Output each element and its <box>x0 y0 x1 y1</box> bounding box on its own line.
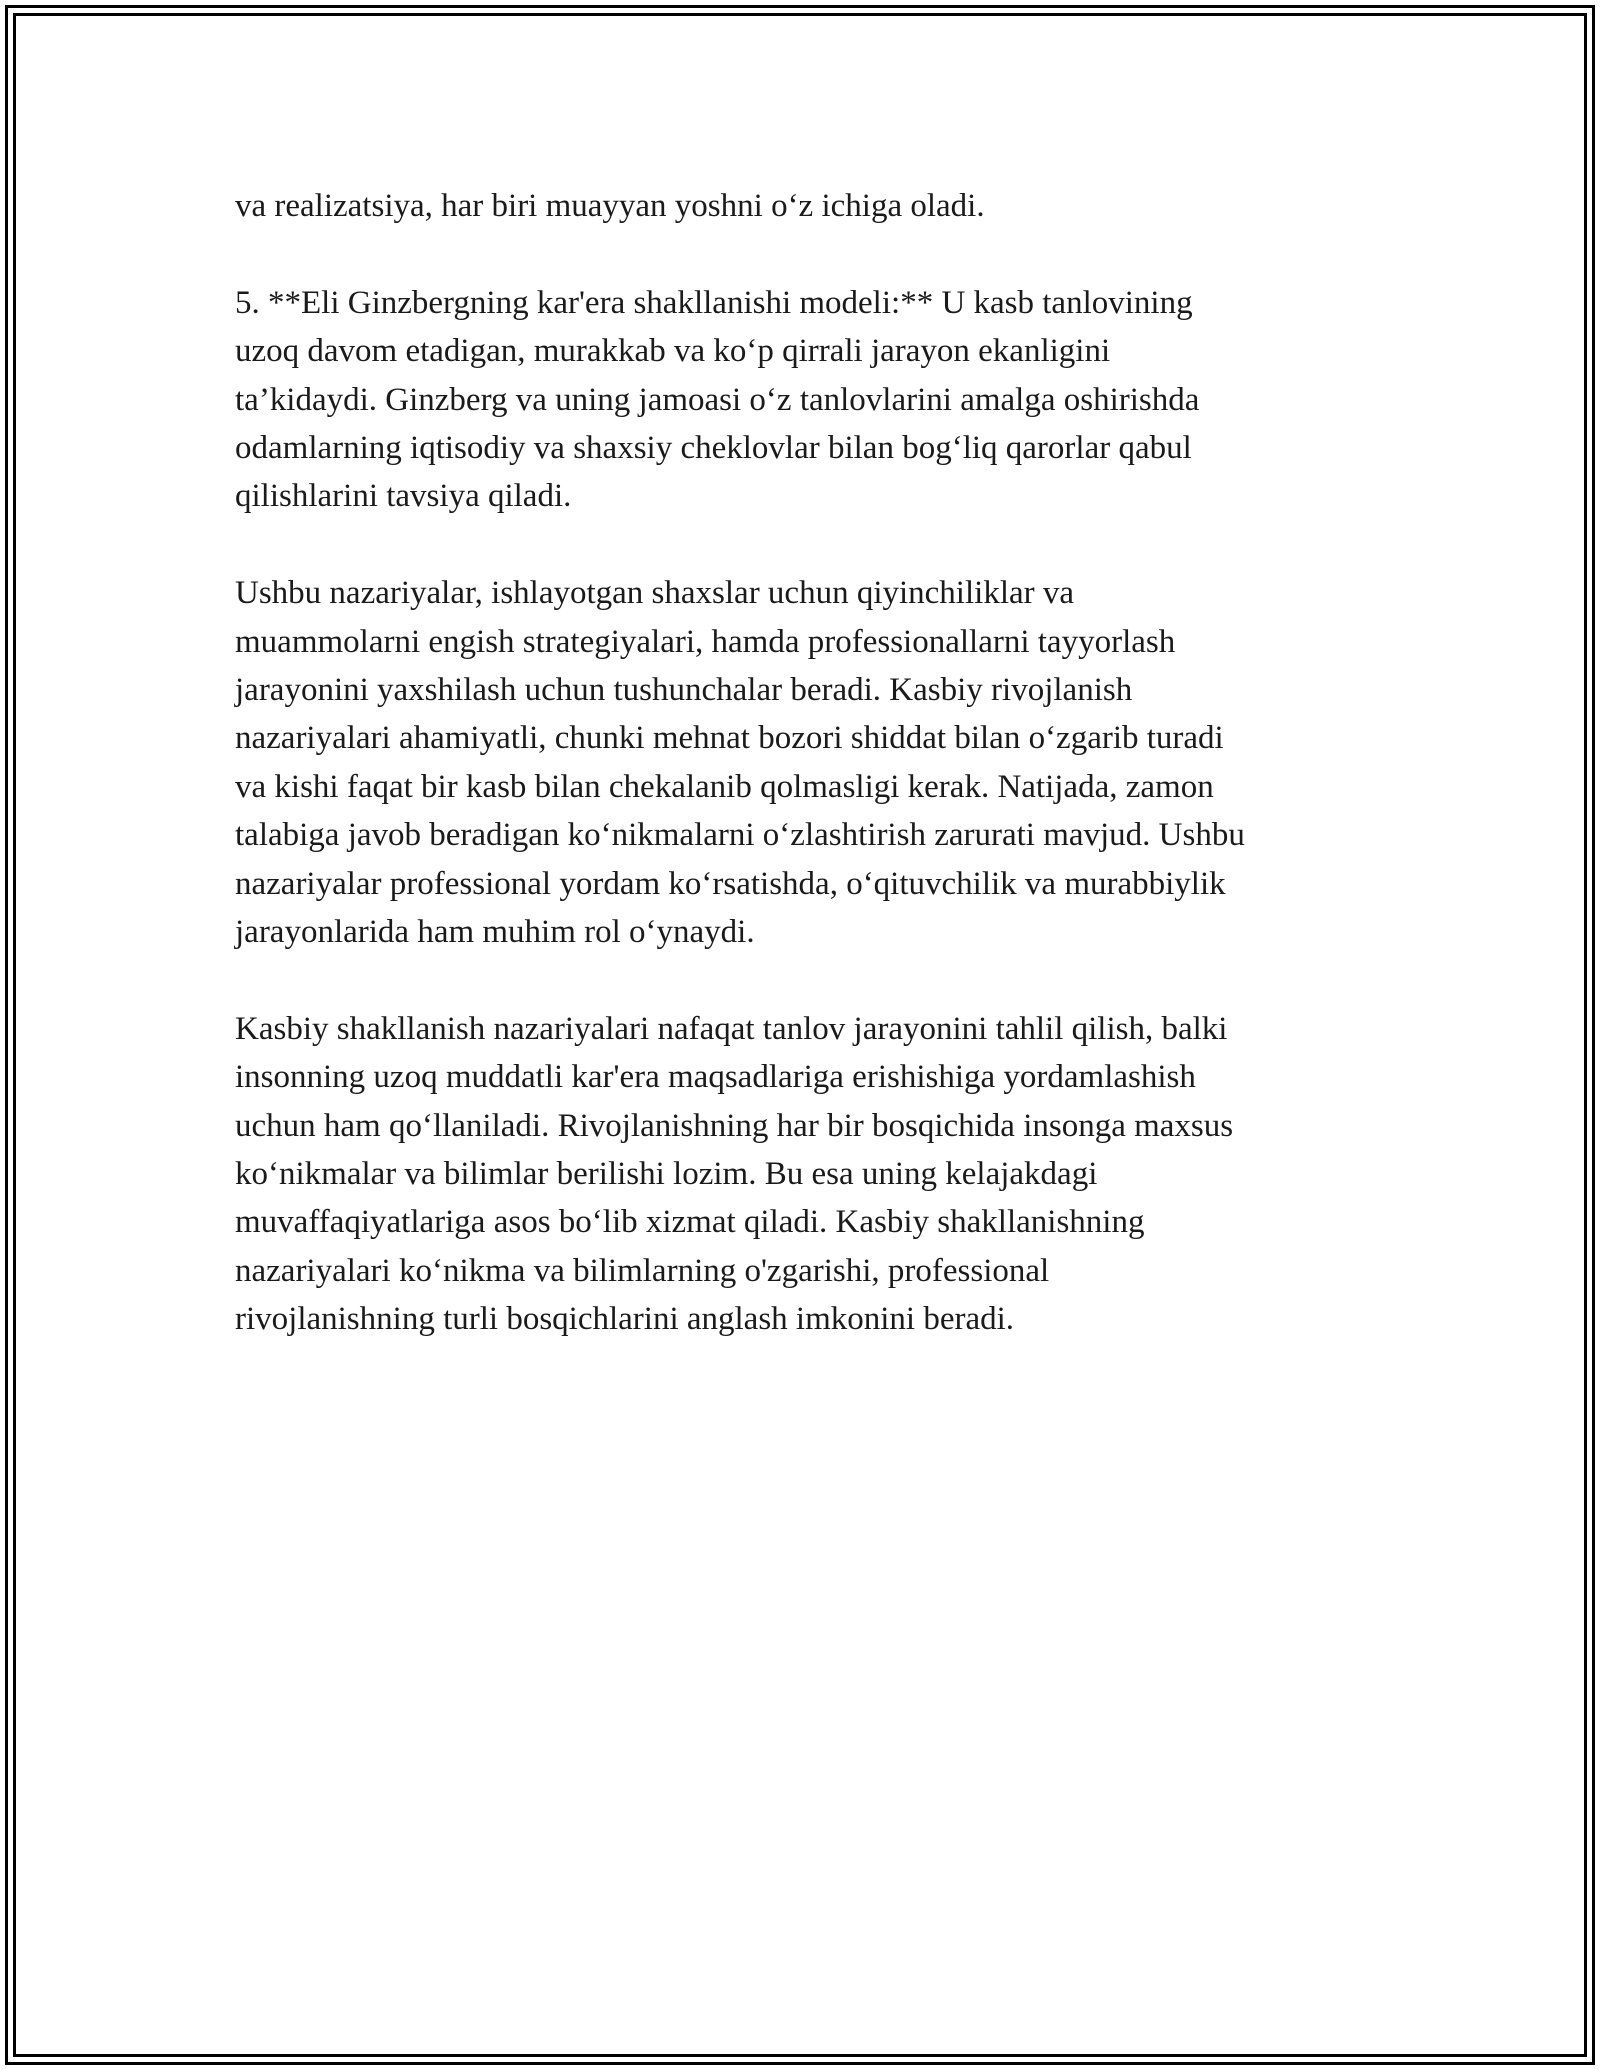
paragraph-4: Kasbiy shakllanish nazariyalari nafaqat tanlov jarayonini tahlil qilish, balki insonning uzoq muddatli kar'era maqsadlariga erishishiga yordamlashish uchun ham qo‘llaniladi. Rivojlanishning har bir bosqichida insonga maxsus ko‘nikmalar va bilimlar berilishi lozim. Bu esa uning kelajakdagi muvaffaqiyatlariga asos bo‘lib xizmat qiladi. Kasbiy shakllanishning nazariyalari ko‘nikma va bilimlarning o'zgarishi, professional rivojlanishning turli bosqichlarini anglash imkonini beradi. <box>235 1010 1234 1338</box>
paragraph-3: Ushbu nazariyalar, ishlayotgan shaxslar uchun qiyinchiliklar va muammolarni engish strategiyalari, hamda professionallarni tayyorlash jarayonini yaxshilash uchun tushunchalar beradi. Kasbiy rivojlanish nazariyalari ahamiyatli, chunki mehnat bozori shiddat bilan o‘zgarib turadi va kishi faqat bir kasb bilan chekalanib qolmasligi kerak. Natijada, zamon talabiga javob beradigan ko‘nikmalarni o‘zlashtirish zarurati mavjud. Ushbu nazariyalar professional yordam ko‘rsatishda, o‘qituvchilik va murabbiylik jarayonlarida ham muhim rol o‘ynaydi. <box>235 575 1245 951</box>
paragraph-1: va realizatsiya, har biri muayyan yoshni o‘z ichiga oladi. <box>235 188 985 224</box>
document-body <box>235 182 1375 1392</box>
paragraph-2: 5. **Eli Ginzbergning kar'era shakllanishi modeli:** U kasb tanlovining uzoq davom etadigan, murakkab va ko‘p qirrali jarayon ekanligini ta’kidaydi. Ginzberg va uning jamoasi o‘z tanlovlarini amalga oshirishda odamlarning iqtisodiy va shaxsiy cheklovlar bilan bog‘liq qarorlar qabul qilishlarini tavsiya qiladi. <box>235 284 1200 515</box>
